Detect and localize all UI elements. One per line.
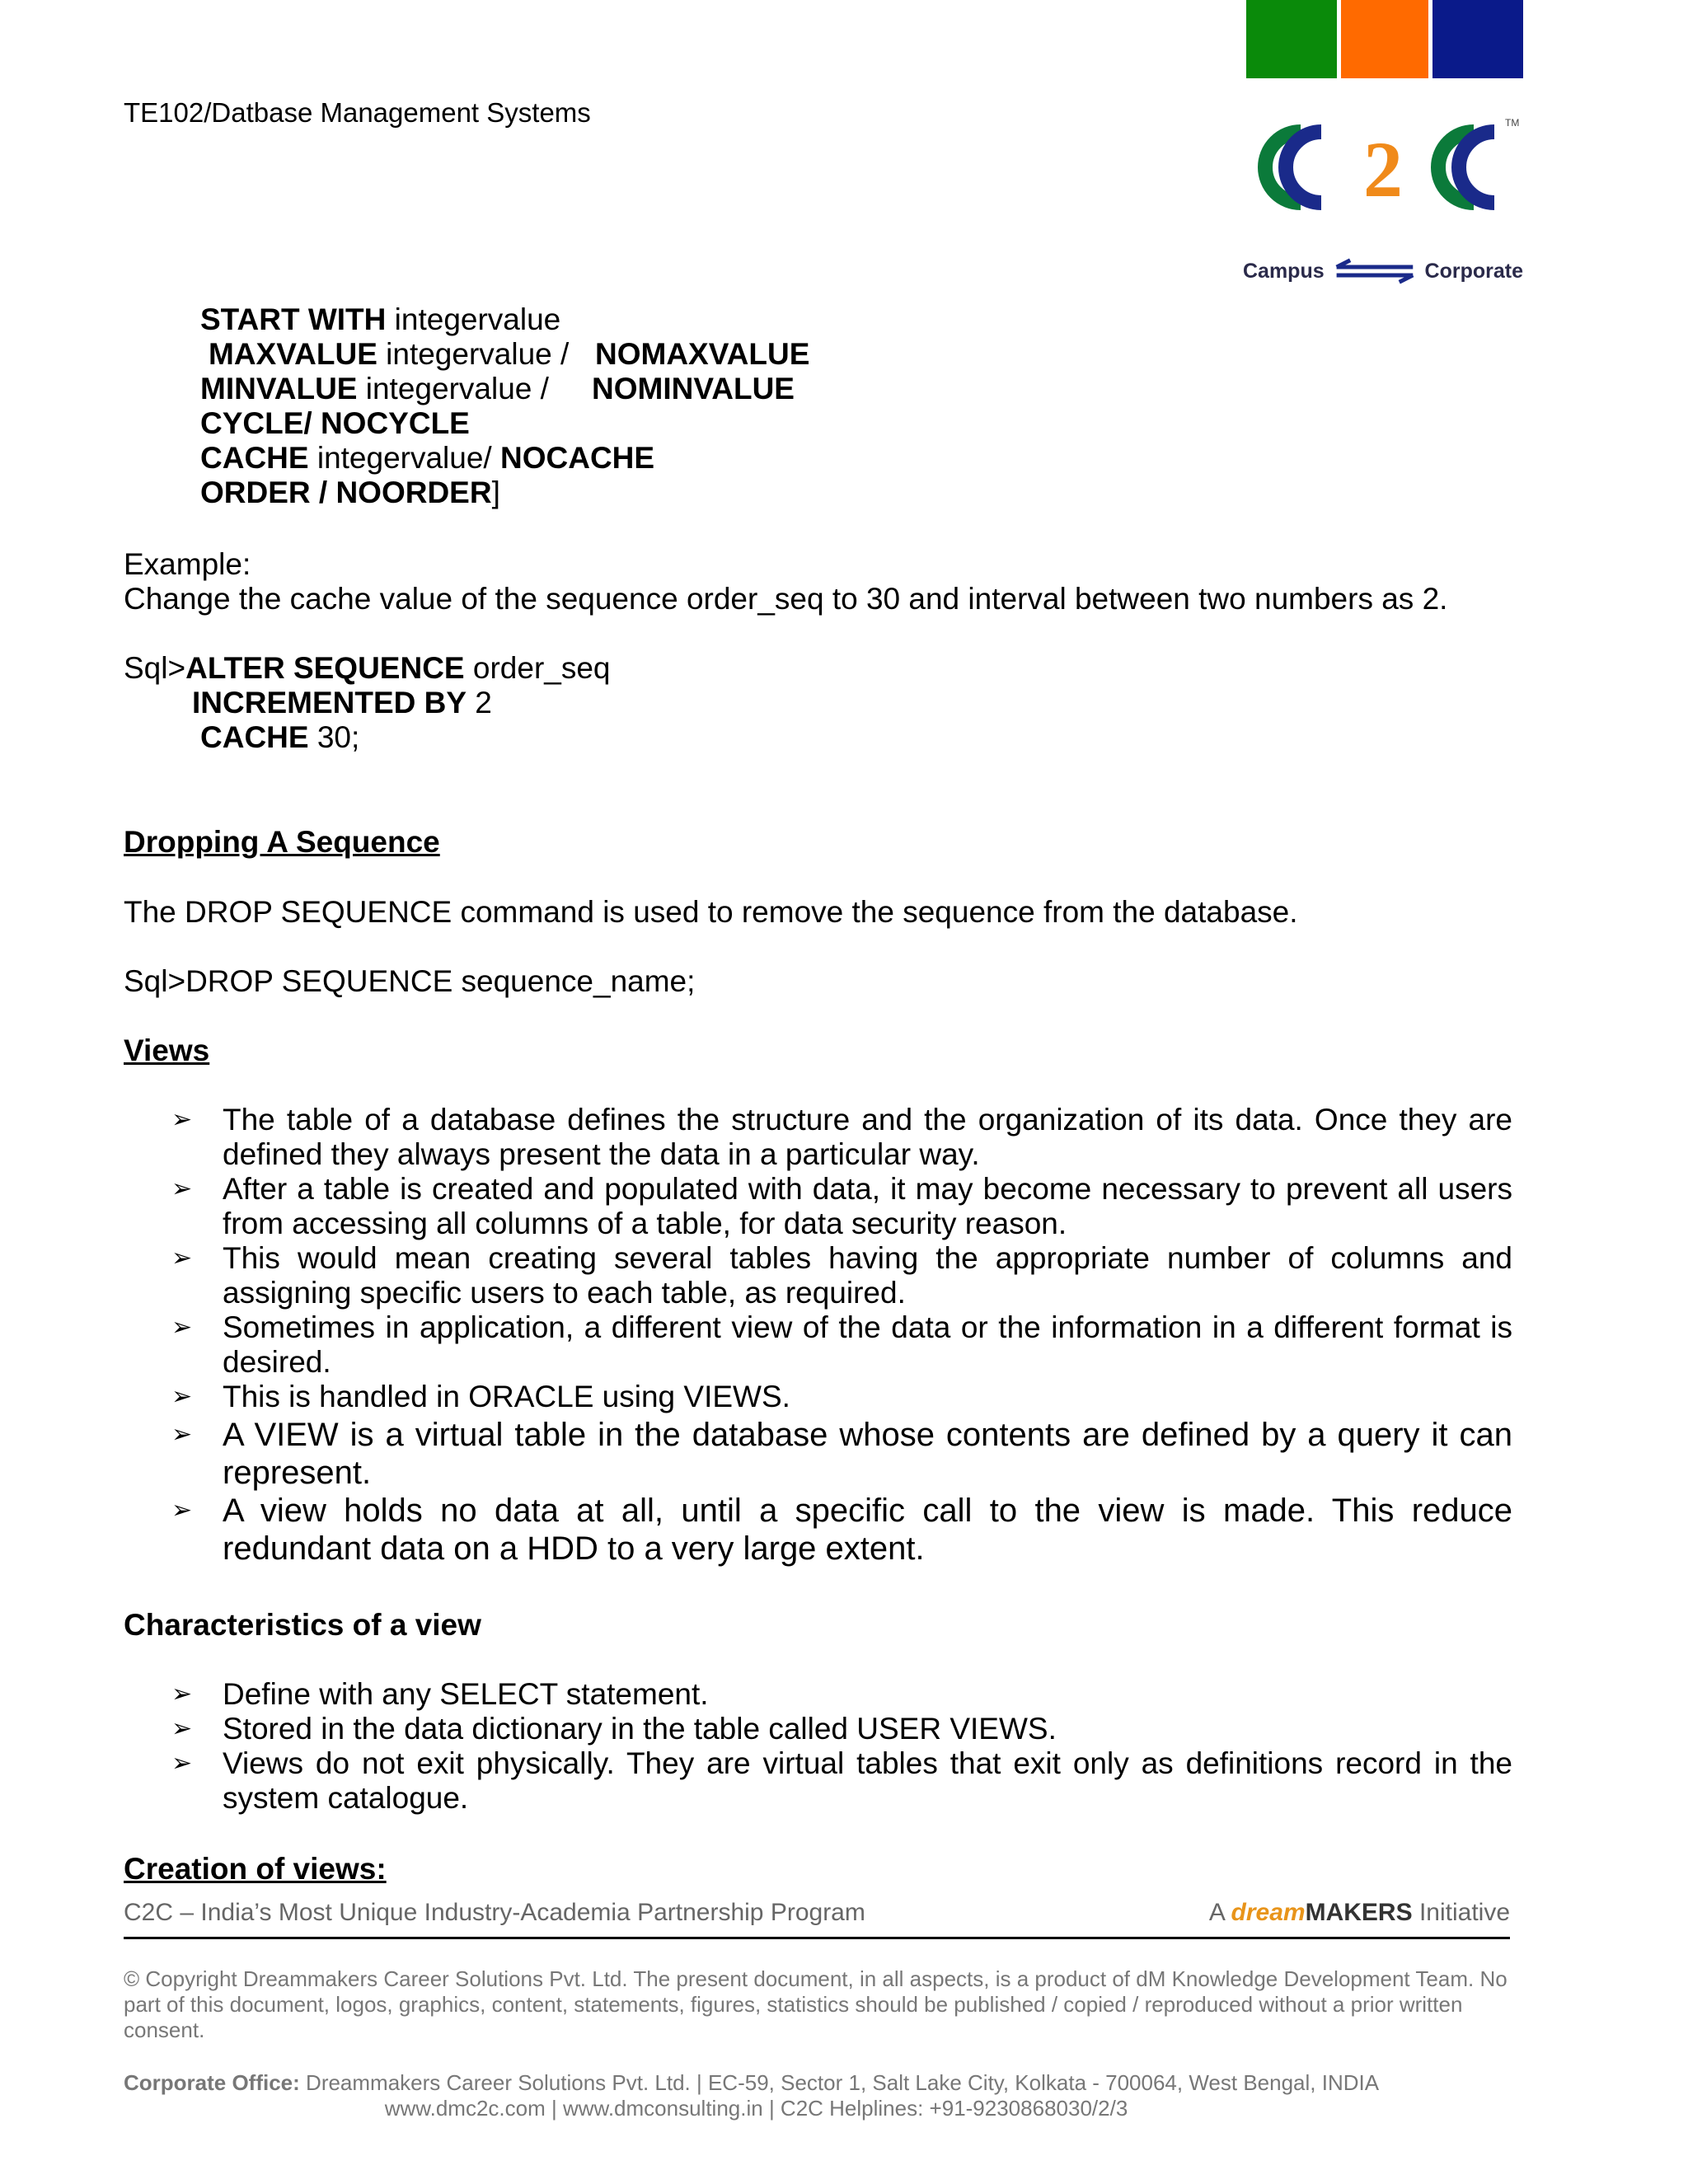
syntax-maxvalue xyxy=(209,337,569,372)
kw-incremented-by: INCREMENTED BY xyxy=(192,686,467,719)
brand-color-blocks xyxy=(1246,0,1518,79)
footer-initiative: A dreamMAKERS Initiative xyxy=(1208,1899,1510,1926)
arrow-bullet-icon: ➢ xyxy=(171,1314,193,1341)
header-title: TE102/Datbase Management Systems xyxy=(124,97,591,128)
logo-corporate: Corporate xyxy=(1424,259,1523,283)
list-item: ➢ Define with any SELECT statement. xyxy=(171,1677,709,1711)
kw-minvalue: MINVALUE xyxy=(200,372,358,405)
kw-nominvalue: NOMINVALUE xyxy=(592,372,795,405)
val-start-with: integervalue xyxy=(386,302,561,336)
arrow-bullet-icon: ➢ xyxy=(171,1106,193,1133)
arrow-bullet-icon: ➢ xyxy=(171,1497,193,1524)
characteristics-heading: Characteristics of a view xyxy=(124,1608,481,1642)
val-cache-example: 30; xyxy=(308,720,360,754)
dropping-heading: Dropping A Sequence xyxy=(124,825,440,859)
corporate-office-label: Corporate Office: xyxy=(124,2070,300,2095)
syntax-nominvalue xyxy=(592,372,795,406)
val-cache: integervalue/ xyxy=(308,441,500,475)
navy-block xyxy=(1432,0,1523,78)
kw-nocache: NOCACHE xyxy=(500,441,655,475)
corporate-office xyxy=(124,2070,1517,2096)
arrow-bullet-icon: ➢ xyxy=(171,1680,193,1708)
kw-cache-example: CACHE xyxy=(200,720,309,754)
arrow-bullet-icon: ➢ xyxy=(171,1750,193,1777)
c2c-logo xyxy=(1243,114,1523,283)
green-block xyxy=(1246,0,1337,78)
example-description: Change the cache value of the sequence order_seq to 30 and interval between two numbers as 2. xyxy=(124,582,1448,616)
dream-wordmark: dream xyxy=(1231,1899,1306,1926)
example-cache-line xyxy=(200,720,359,755)
footer-program-line xyxy=(124,1899,1510,1927)
list-item: ➢ This would mean creating several tables having the appropriate number of columns and assigning specific users to each table, as required. xyxy=(171,1241,1512,1310)
list-item: ➢ Sometimes in application, a different view of the data or the information in a different format is desired. xyxy=(171,1310,1512,1379)
views-bullet-list-large xyxy=(169,1416,1512,1568)
val-maxvalue: integervalue / xyxy=(377,337,570,371)
footer-program: C2C – India’s Most Unique Industry-Academia Partnership Program xyxy=(124,1899,865,1926)
kw-maxvalue: MAXVALUE xyxy=(209,337,377,371)
orange-block xyxy=(1341,0,1428,78)
views-bullet-list xyxy=(169,1103,1512,1414)
sql-prompt: Sql> xyxy=(124,651,186,685)
syntax-cache xyxy=(200,441,654,476)
corporate-links: www.dmc2c.com | www.dmconsulting.in | C2C Helplines: +91-9230868030/2/3 xyxy=(384,2096,1128,2121)
dropping-description: The DROP SEQUENCE command is used to remove the sequence from the database. xyxy=(124,895,1298,929)
arrow-bullet-icon: ➢ xyxy=(171,1175,193,1202)
trademark-mark: TM xyxy=(1505,117,1520,129)
syntax-nomaxvalue xyxy=(595,337,809,372)
example-alter-line xyxy=(124,651,611,686)
copyright-notice: © Copyright Dreammakers Career Solutions Pvt. Ltd. The present document, in all aspects, is a product of dM Knowledge Development Team. No part of this document, logos, graphics, content, statements, figures, statistics should be published / copied / reproduced without a prior written consent. xyxy=(124,1966,1507,2042)
val-minvalue: integervalue / xyxy=(357,372,549,405)
arrow-bullet-icon: ➢ xyxy=(171,1244,193,1272)
kw-cache: CACHE xyxy=(200,441,309,475)
bracket-close: ] xyxy=(491,476,500,509)
list-item: ➢ A VIEW is a virtual table in the database whose contents are defined by a query it can represent. xyxy=(171,1417,1512,1491)
list-item: ➢ Stored in the data dictionary in the table called USER VIEWS. xyxy=(171,1712,1057,1746)
val-increment: 2 xyxy=(467,686,492,719)
arrow-bullet-icon: ➢ xyxy=(171,1715,193,1742)
logo-tagline xyxy=(1243,218,1523,325)
creation-heading: Creation of views: xyxy=(124,1852,387,1886)
makers-wordmark: MAKERS xyxy=(1305,1899,1413,1926)
example-incremented-line xyxy=(192,686,492,720)
arrow-bullet-icon: ➢ xyxy=(171,1421,193,1448)
syntax-order xyxy=(200,476,500,510)
kw-alter-sequence: ALTER SEQUENCE xyxy=(185,651,465,685)
kw-start-with: START WITH xyxy=(200,302,387,336)
list-item: ➢ The table of a database defines the structure and the organization of its data. Once they are defined they always present the data in a particular way. xyxy=(171,1103,1512,1171)
list-item: ➢ This is handled in ORACLE using VIEWS. xyxy=(171,1380,790,1413)
characteristics-bullet-list xyxy=(169,1677,1512,1816)
dropping-command: Sql>DROP SEQUENCE sequence_name; xyxy=(124,964,696,998)
kw-nomaxvalue: NOMAXVALUE xyxy=(595,337,810,371)
arrow-bullet-icon: ➢ xyxy=(171,1383,193,1410)
syntax-minvalue xyxy=(200,372,549,406)
corporate-address: Dreammakers Career Solutions Pvt. Ltd. | EC-59, Sector 1, Salt Lake City, Kolkata - 700064, West Bengal, INDIA xyxy=(299,2070,1380,2095)
logo-two-mark: 2 xyxy=(1363,125,1403,213)
syntax-cycle: CYCLE/ NOCYCLE xyxy=(200,406,470,440)
val-sequence-name: order_seq xyxy=(464,651,611,685)
footer-divider xyxy=(124,1937,1510,1939)
c2c-logo-icon xyxy=(1243,114,1523,221)
kw-order: ORDER / NOORDER xyxy=(200,476,492,509)
views-heading: Views xyxy=(124,1033,210,1067)
example-label: Example: xyxy=(124,547,251,581)
list-item: ➢ A view holds no data at all, until a specific call to the view is made. This reduce redundant data on a HDD to a very large extent. xyxy=(171,1493,1512,1567)
syntax-start-with xyxy=(200,302,560,337)
exchange-arrows-icon xyxy=(1331,218,1418,325)
list-item: ➢ Views do not exit physically. They are virtual tables that exit only as definitions record in the system catalogue. xyxy=(171,1746,1512,1815)
logo-campus: Campus xyxy=(1243,259,1325,283)
list-item: ➢ After a table is created and populated with data, it may become necessary to prevent all users from accessing all columns of a table, for data security reason. xyxy=(171,1172,1512,1240)
